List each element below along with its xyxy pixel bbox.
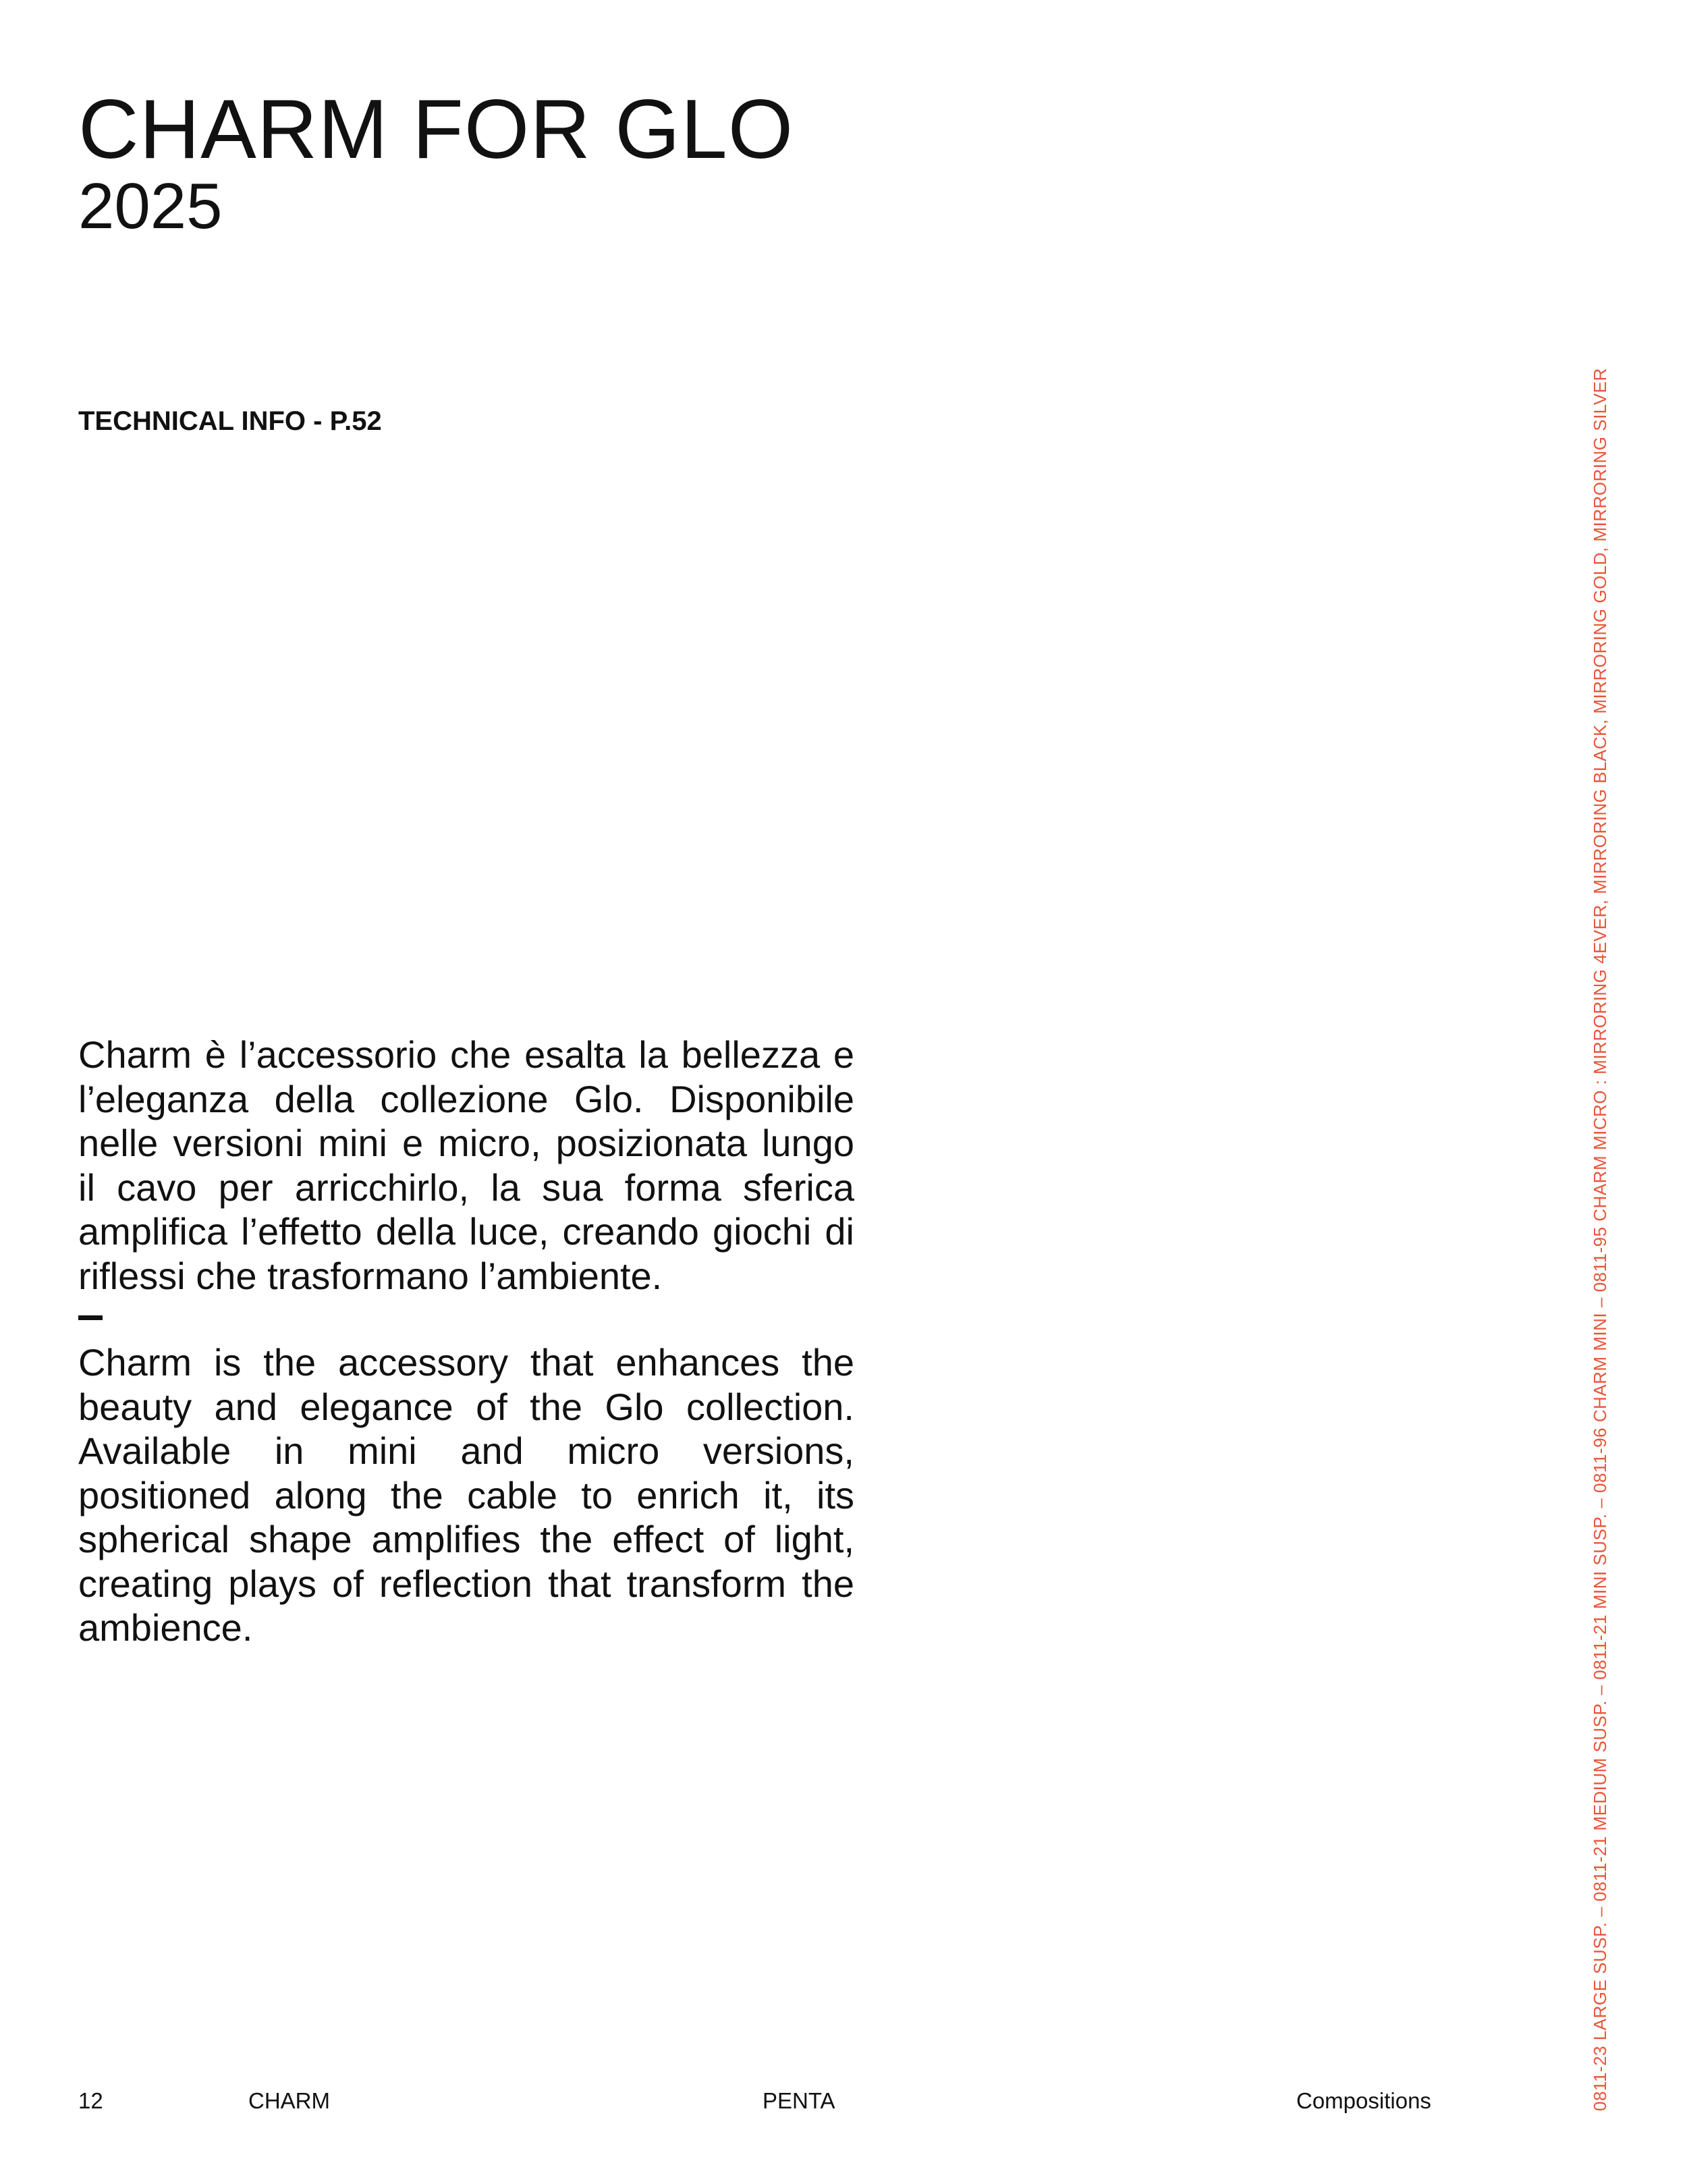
- footer-page-number: 12: [78, 2088, 103, 2113]
- footer-category[interactable]: Compositions: [1296, 2088, 1431, 2113]
- footer-collection[interactable]: PENTA: [763, 2088, 835, 2113]
- description-italian: Charm è l’accessorio che esalta la bellezza e l’eleganza della collezione Glo. Disponibile nelle versioni mini e micro, posizionata lungo il cavo per arricchirlo, la sua forma sferica amplifica l’effetto della luce, creando giochi di riflessi che trasformano l’ambiente.: [78, 1033, 854, 1297]
- footer-section[interactable]: CHARM: [248, 2088, 330, 2113]
- product-codes-strip: 0811-23 LARGE SUSP. – 0811-21 MEDIUM SUSP. – 0811-21 MINI SUSP. – 0811-96 CHARM MINI – 0811-95 CHARM MICRO : MIRRORING 4EVER, MIRRORING BLACK, MIRRORING GOLD, MIRRORING SILVER: [1590, 368, 1610, 2111]
- description-english: Charm is the accessory that enhances the beauty and elegance of the Glo collection. Available in mini and micro versions, positioned along the cable to enrich it, its spherical shape amplifies the effect of light, creating plays of reflection that transform the ambience.: [78, 1341, 854, 1649]
- page-title: CHARM FOR GLO: [78, 83, 794, 176]
- description-block: [78, 1033, 854, 1650]
- language-divider: [78, 1315, 103, 1320]
- technical-info-link[interactable]: TECHNICAL INFO - P.52: [78, 406, 382, 436]
- page-year: 2025: [78, 170, 223, 242]
